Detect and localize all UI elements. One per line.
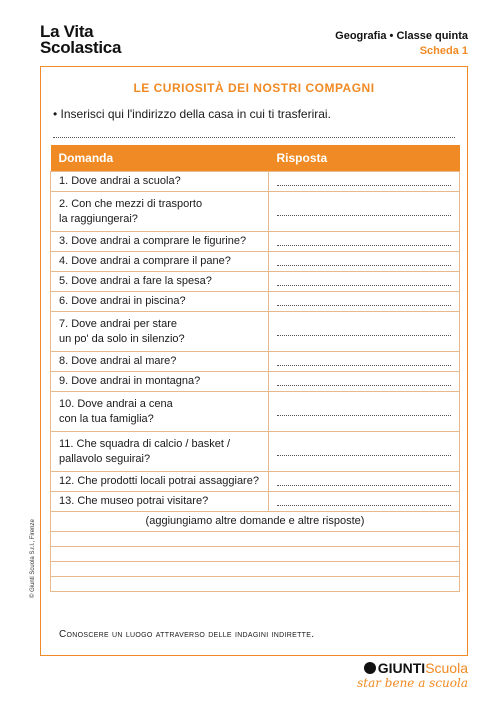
- questions-table: [50, 145, 460, 592]
- question-text: 10. Dove andrai a cena: [59, 397, 173, 410]
- answer-dotted-line: [277, 478, 451, 486]
- brand-tagline: star bene a scuola: [357, 676, 468, 690]
- table-row: [51, 372, 460, 392]
- answer-dotted-line: [277, 258, 451, 266]
- table-row-note: [51, 512, 460, 532]
- blank-row[interactable]: [51, 532, 460, 547]
- question-text: 9. Dove andrai in montagna?: [59, 375, 201, 387]
- answer-cell[interactable]: [269, 292, 460, 312]
- answer-dotted-line: [277, 238, 451, 246]
- answer-dotted-line: [277, 408, 451, 416]
- answer-cell[interactable]: [269, 252, 460, 272]
- table-row: [51, 492, 460, 512]
- table-row: [51, 472, 460, 492]
- answer-cell[interactable]: [269, 432, 460, 472]
- answer-dotted-line: [277, 298, 451, 306]
- answer-cell[interactable]: [269, 312, 460, 352]
- table-row: [51, 312, 460, 352]
- question-cell: [51, 472, 269, 492]
- question-cell: [51, 392, 269, 432]
- table-row: [51, 352, 460, 372]
- answer-dotted-line: [277, 498, 451, 506]
- answer-cell[interactable]: [269, 472, 460, 492]
- answer-dotted-line: [277, 208, 451, 216]
- answer-dotted-line: [277, 448, 451, 456]
- answer-dotted-line: [277, 178, 451, 186]
- logo-line-2: Scolastica: [40, 38, 122, 57]
- footer-note: Conoscere un luogo attraverso delle indagini indirette.: [59, 629, 315, 640]
- table-row: [51, 252, 460, 272]
- brand-accent: Scuola: [425, 660, 468, 676]
- answer-dotted-line: [277, 278, 451, 286]
- blank-cell[interactable]: [51, 547, 460, 562]
- question-cell: [51, 252, 269, 272]
- answer-dotted-line: [277, 328, 451, 336]
- blank-cell[interactable]: [51, 562, 460, 577]
- question-text: 5. Dove andrai a fare la spesa?: [59, 275, 212, 287]
- question-text: 13. Che museo potrai visitare?: [59, 495, 209, 507]
- question-text: 2. Con che mezzi di trasporto: [59, 197, 203, 210]
- table-row: [51, 292, 460, 312]
- brand-main: GIUNTI: [377, 660, 426, 676]
- question-text: 1. Dove andrai a scuola?: [59, 175, 181, 187]
- subject-label: Geografia • Classe quinta: [335, 30, 468, 42]
- sheet-number: Scheda 1: [419, 45, 468, 57]
- logo-line-1: La Vita: [40, 22, 94, 41]
- copyright-text: © Giunti Scuola S.r.l., Firenze: [30, 519, 36, 598]
- question-text: 8. Dove andrai al mare?: [59, 355, 177, 367]
- answer-cell[interactable]: [269, 392, 460, 432]
- question-text-continued: la raggiungerai?: [59, 212, 138, 225]
- address-answer-line[interactable]: [53, 125, 455, 138]
- answer-cell[interactable]: [269, 192, 460, 232]
- answer-cell[interactable]: [269, 352, 460, 372]
- question-text-continued: con la tua famiglia?: [59, 412, 154, 425]
- answer-cell[interactable]: [269, 232, 460, 252]
- brand-logo-icon: [364, 662, 376, 674]
- question-cell: [51, 172, 269, 192]
- question-cell: [51, 232, 269, 252]
- publisher-brand: [357, 660, 468, 690]
- answer-cell[interactable]: [269, 172, 460, 192]
- table-row: [51, 432, 460, 472]
- answer-cell[interactable]: [269, 492, 460, 512]
- table-row: [51, 172, 460, 192]
- answer-dotted-line: [277, 358, 451, 366]
- question-cell: [51, 492, 269, 512]
- question-cell: [51, 432, 269, 472]
- blank-cell[interactable]: [51, 532, 460, 547]
- table-row: [51, 192, 460, 232]
- question-text: 4. Dove andrai a comprare il pane?: [59, 255, 231, 267]
- question-cell: [51, 192, 269, 232]
- question-cell: [51, 292, 269, 312]
- table-row: [51, 232, 460, 252]
- logo: [40, 24, 150, 56]
- extra-note: (aggiungiamo altre domande e altre risposte): [51, 512, 460, 532]
- question-cell: [51, 272, 269, 292]
- blank-cell[interactable]: [51, 577, 460, 592]
- answer-cell[interactable]: [269, 272, 460, 292]
- blank-row[interactable]: [51, 547, 460, 562]
- answer-cell[interactable]: [269, 372, 460, 392]
- table-row: [51, 392, 460, 432]
- question-text: 11. Che squadra di calcio / basket /: [59, 437, 231, 450]
- question-text-continued: pallavolo seguirai?: [59, 452, 151, 465]
- header-domanda: Domanda: [51, 145, 269, 172]
- question-text: 3. Dove andrai a comprare le figurine?: [59, 235, 247, 247]
- blank-row[interactable]: [51, 577, 460, 592]
- blank-row[interactable]: [51, 562, 460, 577]
- subject-header: [335, 30, 468, 57]
- table-header-row: [51, 145, 460, 172]
- header-risposta: Risposta: [269, 145, 460, 172]
- question-text: 6. Dove andrai in piscina?: [59, 295, 186, 307]
- question-cell: [51, 352, 269, 372]
- worksheet-frame: [40, 66, 468, 656]
- worksheet-title: LE CURIOSITÀ DEI NOSTRI COMPAGNI: [133, 81, 375, 95]
- brand-name: [357, 660, 468, 676]
- instruction-text: • Inserisci qui l'indirizzo della casa in cui ti trasferirai.: [53, 107, 331, 121]
- question-text: 12. Che prodotti locali potrai assaggiare?: [59, 475, 259, 487]
- question-text: 7. Dove andrai per stare: [59, 317, 178, 330]
- question-cell: [51, 372, 269, 392]
- table-row: [51, 272, 460, 292]
- question-cell: [51, 312, 269, 352]
- question-text-continued: un po' da solo in silenzio?: [59, 332, 185, 345]
- answer-dotted-line: [277, 378, 451, 386]
